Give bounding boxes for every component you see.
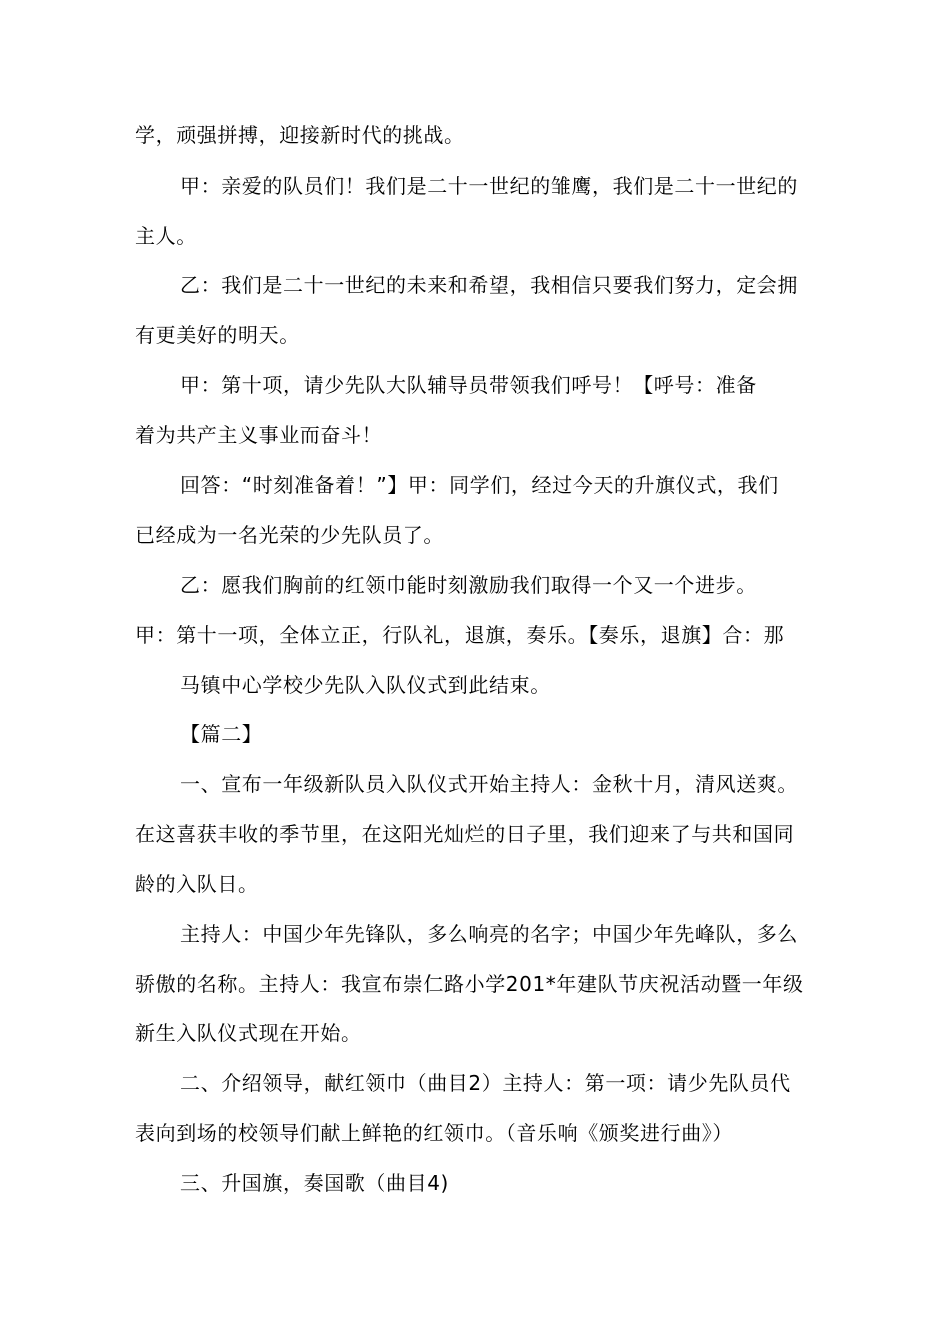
text-line: 一、宣布一年级新队员入队仪式开始主持人：金秋十月，清风送爽。 bbox=[180, 772, 798, 796]
text-line: 甲：第十项，请少先队大队辅导员带领我们呼号！【呼号：准备 bbox=[180, 373, 757, 397]
text-line: 马镇中心学校少先队入队仪式到此结束。 bbox=[180, 673, 551, 697]
section-heading: 【篇二】 bbox=[180, 722, 263, 746]
text-line: 有更美好的明天。 bbox=[135, 323, 300, 347]
text-line: 在这喜获丰收的季节里，在这阳光灿烂的日子里，我们迎来了与共和国同 bbox=[135, 822, 795, 846]
text-line: 二、介绍领导，献红领巾（曲目2）主持人：第一项：请少先队员代 bbox=[180, 1071, 791, 1095]
text-line: 着为共产主义事业而奋斗！ bbox=[135, 423, 383, 447]
text-line: 回答：“时刻准备着！”】甲：同学们，经过今天的升旗仪式，我们 bbox=[180, 473, 779, 497]
text-line: 主人。 bbox=[135, 224, 197, 248]
text-line: 甲：第十一项，全体立正，行队礼，退旗，奏乐。【奏乐，退旗】合：那 bbox=[135, 623, 785, 647]
text-line: 主持人：中国少年先锋队，多么响亮的名字；中国少年先峰队，多么 bbox=[180, 922, 798, 946]
text-line: 三、升国旗，奏国歌（曲目4) bbox=[180, 1171, 449, 1195]
text-line: 乙：我们是二十一世纪的未来和希望，我相信只要我们努力，定会拥 bbox=[180, 273, 798, 297]
text-line: 已经成为一名光荣的少先队员了。 bbox=[135, 523, 444, 547]
text-line: 学，顽强拼搏，迎接新时代的挑战。 bbox=[135, 123, 465, 147]
text-line: 表向到场的校领导们献上鲜艳的红领巾。（音乐响《颁奖进行曲》） bbox=[135, 1121, 733, 1145]
text-line: 甲：亲爱的队员们！我们是二十一世纪的雏鹰，我们是二十一世纪的 bbox=[180, 174, 798, 198]
text-line: 骄傲的名称。主持人：我宣布崇仁路小学201*年建队节庆祝活动暨一年级 bbox=[135, 972, 804, 996]
text-line: 乙：愿我们胸前的红领巾能时刻激励我们取得一个又一个进步。 bbox=[180, 573, 757, 597]
text-line: 龄的入队日。 bbox=[135, 872, 259, 896]
text-line: 新生入队仪式现在开始。 bbox=[135, 1021, 362, 1045]
